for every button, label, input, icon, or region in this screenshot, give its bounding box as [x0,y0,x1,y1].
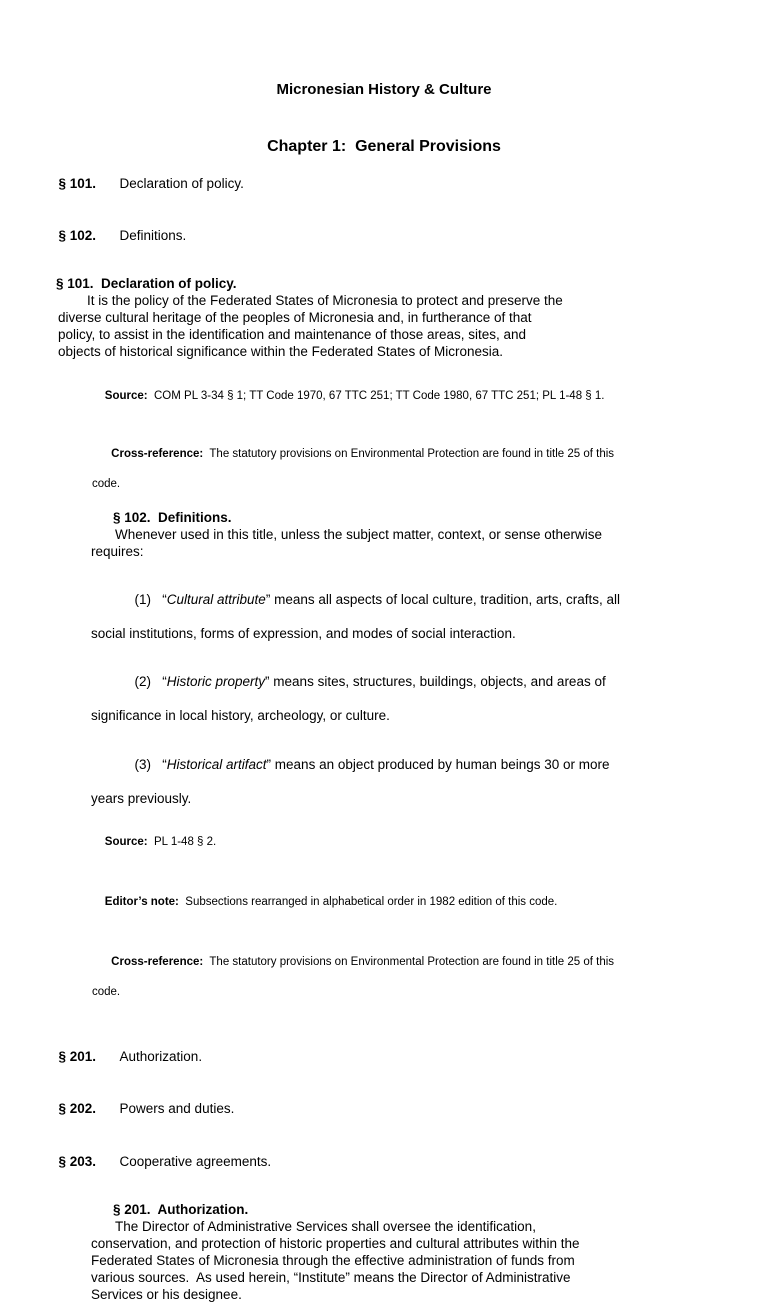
section-101-heading: § 101. Declaration of policy. [56,276,237,291]
definition-1-line: social institutions, forms of expression, and modes of social interaction. [91,626,516,641]
crossref-label: Cross-reference: [111,448,204,460]
toc-entry-203 [0,1135,768,1188]
toc-entry-201 [0,1030,768,1083]
toc-entry-202 [0,1083,768,1136]
editors-note-label: Editor’s note: [104,896,179,908]
definition-2 [0,656,768,724]
source-text: COM PL 3-34 § 1; TT Code 1970, 67 TTC 251; TT Code 1980, 67 TTC 251; PL 1-48 § 1. [147,390,605,402]
section-101-crossref-note [0,432,768,492]
toc-chapter2 [0,1030,768,1188]
definition-2-line: significance in local history, archeology, or culture. [91,708,390,723]
toc-section-title: Definitions. [119,228,187,243]
toc-section-number: § 101. [58,175,97,191]
crossref-line [0,940,768,985]
definition-text: ” means an object produced by human beings 30 or more [266,757,610,772]
section-102-crossref-note [0,940,768,1000]
definition-term: Historical artifact [166,757,267,772]
toc-chapter1 [0,157,768,262]
section-101-paragraph-line: It is the policy of the Federated States of Micronesia to protect and preserve the [87,293,563,308]
toc-section-title: Powers and duties. [119,1101,235,1116]
section-101-source-note [0,374,768,419]
section-101-paragraph-line: diverse cultural heritage of the peoples of Micronesia and, in furtherance of that [58,310,532,325]
toc-section-number: § 203. [58,1153,97,1169]
editors-note-text: Subsections rearranged in alphabetical order in 1982 edition of this code. [178,896,558,908]
crossref-text: The statutory provisions on Environmental Protection are found in title 25 of this [203,448,615,460]
section-201-paragraph-line: various sources. As used herein, “Institute” means the Director of Administrative [91,1269,571,1285]
section-201-paragraph-line: The Director of Administrative Services shall oversee the identification, [115,1218,536,1234]
section-201-paragraph-line: Services or his designee. [91,1286,242,1302]
crossref-line: code. [92,478,121,490]
definition-prefix: (3) “ [134,757,167,772]
section-102-intro-line: requires: [91,544,144,559]
source-label: Source: [104,836,148,848]
definition-3-line [0,739,768,790]
chapter-heading: Chapter 1: General Provisions [267,138,501,155]
toc-section-title: Declaration of policy. [119,175,244,191]
crossref-line: code. [92,986,121,998]
section-102-editors-note [0,880,768,925]
section-201-heading: § 201. Authorization. [113,1201,249,1217]
toc-section-number: § 202. [58,1101,97,1116]
toc-section-number: § 102. [58,228,97,243]
crossref-label: Cross-reference: [111,956,204,968]
document-page [0,80,768,1302]
section-201-paragraph-line: conservation, and protection of historic properties and cultural attributes within the [91,1235,580,1251]
toc-section-number: § 201. [58,1048,97,1064]
definition-1 [0,574,768,642]
section-101-paragraph-line: policy, to assist in the identification and maintenance of those areas, sites, and [58,327,527,342]
section-102-heading: § 102. Definitions. [113,510,232,525]
definition-3 [0,739,768,807]
definition-2-line [0,656,768,707]
definition-1-line [0,574,768,625]
definition-term: Cultural attribute [166,592,266,607]
crossref-text: The statutory provisions on Environmental Protection are found in title 25 of this [203,956,615,968]
toc-entry-101 [0,157,768,210]
section-102-source-note [0,820,768,865]
toc-entry-102 [0,210,768,263]
toc-section-title: Authorization. [119,1048,203,1064]
crossref-line [0,432,768,477]
definition-text: ” means all aspects of local culture, tradition, arts, crafts, all [265,592,620,607]
definition-prefix: (1) “ [134,592,167,607]
section-101-paragraph-line: objects of historical significance within the Federated States of Micronesia. [58,344,503,359]
toc-section-title: Cooperative agreements. [119,1153,272,1169]
definition-term: Historic property [166,674,266,689]
definition-3-line: years previously. [91,791,192,806]
section-201-paragraph-line: Federated States of Micronesia through the effective administration of funds from [91,1252,575,1268]
definition-text: ” means sites, structures, buildings, objects, and areas of [265,674,606,689]
document-title: Micronesian History & Culture [276,81,492,98]
source-text: PL 1-48 § 2. [147,836,217,848]
section-102-intro-line: Whenever used in this title, unless the subject matter, context, or sense otherwise [115,527,602,542]
definition-prefix: (2) “ [134,674,167,689]
source-label: Source: [104,390,148,402]
